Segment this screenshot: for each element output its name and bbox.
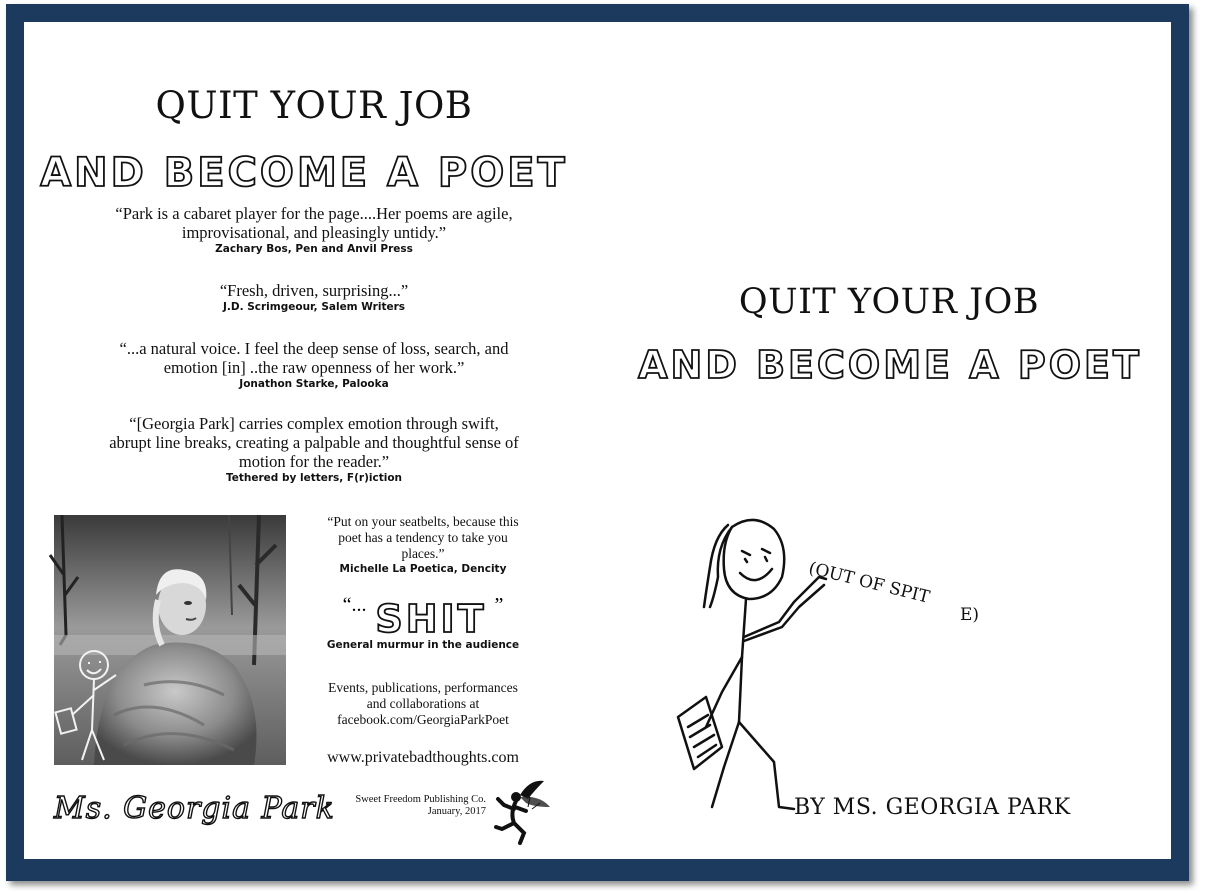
author-byline: BY MS. GEORGIA PARK — [794, 795, 1071, 820]
author-signature — [50, 780, 335, 832]
book-cover-frame — [6, 4, 1189, 881]
quote-2-line-1: “Fresh, driven, surprising...” — [219, 281, 409, 300]
quote-1-attribution: Zachary Bos, Pen and Anvil Press — [215, 243, 413, 255]
side-quote — [298, 514, 548, 576]
side-quote-line-2: poet has a tendency to take you — [338, 530, 508, 545]
shit-quote-open: “... — [342, 594, 367, 616]
author-signature-text: Ms. Georgia Park — [54, 791, 335, 826]
shit-quote — [298, 594, 548, 652]
speech-text-part1: (OUT OF SPIT — [806, 558, 932, 608]
events-info — [298, 680, 548, 728]
publisher-name: Sweet Freedom Publishing Co. — [355, 794, 486, 805]
fairy-logo-icon — [490, 777, 552, 849]
publisher-info — [324, 794, 486, 818]
shit-word-text: SHIT — [374, 597, 487, 641]
back-title-line1: QUIT YOUR JOB — [155, 84, 473, 127]
quote-4 — [44, 414, 584, 485]
back-title-line2-text: AND BECOME A POET — [40, 150, 568, 196]
book-cover-spread — [24, 22, 1171, 859]
quote-3-line-1: “...a natural voice. I feel the deep sense of loss, search, and — [119, 339, 509, 358]
shit-quote-attribution: General murmur in the audience — [326, 639, 520, 651]
front-title-line2 — [638, 334, 1142, 394]
quote-3-attribution: Jonathon Starke, Palooka — [239, 378, 389, 390]
quote-1-line-2: improvisational, and pleasingly untidy.” — [181, 223, 447, 242]
side-quote-line-3: places.” — [401, 546, 445, 561]
quote-4-line-1: “[Georgia Park] carries complex emotion through swift, — [129, 414, 499, 433]
shit-word — [371, 594, 491, 640]
events-line-3: facebook.com/GeorgiaParkPoet — [337, 712, 509, 727]
quote-3 — [44, 339, 584, 391]
front-title-line2-text: AND BECOME A POET — [638, 343, 1142, 387]
stick-figure-illustration — [644, 507, 854, 817]
events-line-1: Events, publications, performances — [328, 680, 518, 695]
author-photo — [54, 515, 286, 765]
website-link[interactable]: www.privatebadthoughts.com — [327, 749, 519, 766]
quote-1 — [44, 204, 584, 256]
back-title-line2 — [40, 140, 568, 200]
front-title-line1: QUIT YOUR JOB — [738, 282, 1040, 322]
quote-1-line-1: “Park is a cabaret player for the page....Her poems are agile, — [115, 204, 513, 223]
shit-quote-close: ” — [494, 594, 504, 616]
quote-4-line-2: abrupt line breaks, creating a palpable and thoughtful sense of — [109, 433, 519, 452]
side-quote-attribution: Michelle La Poetica, Dencity — [339, 563, 507, 575]
events-line-2: and collaborations at — [366, 696, 480, 711]
quote-2 — [44, 281, 584, 314]
speech-text-part2: E) — [960, 605, 980, 625]
quote-4-line-3: motion for the reader.” — [238, 452, 390, 471]
quote-3-line-2: emotion [in] ..the raw openness of her work.” — [163, 358, 465, 377]
side-quote-line-1: “Put on your seatbelts, because this — [327, 514, 519, 529]
quote-2-attribution: J.D. Scrimgeour, Salem Writers — [222, 301, 406, 313]
quote-4-attribution: Tethered by letters, F(r)iction — [225, 472, 403, 484]
publisher-date: January, 2017 — [427, 806, 486, 817]
